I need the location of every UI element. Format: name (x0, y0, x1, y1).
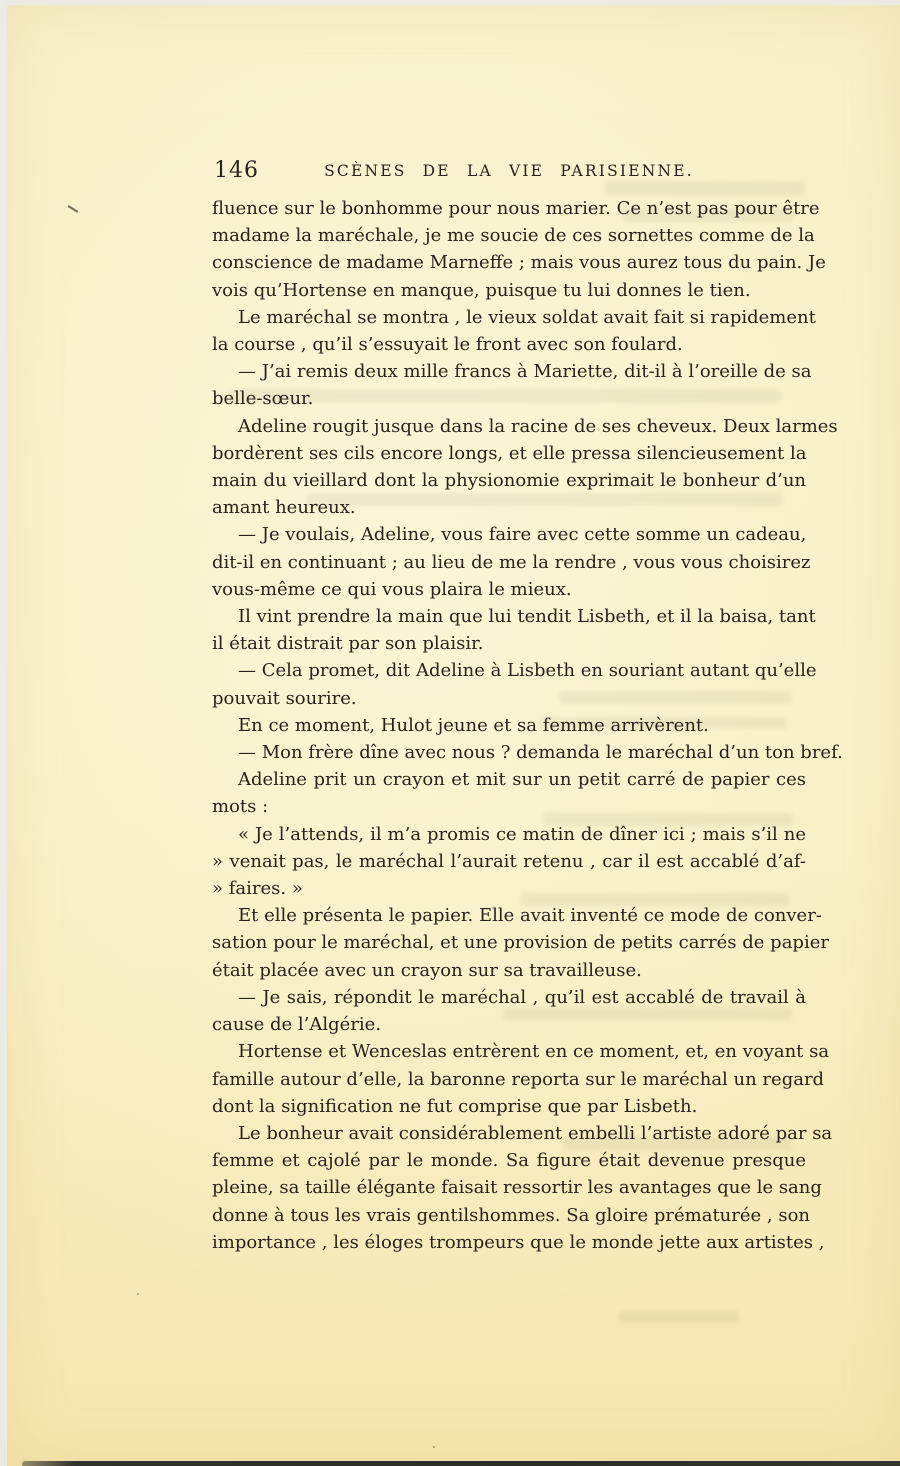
ink-scratch (67, 205, 78, 213)
text-line: « Je l’attends, il m’a promis ce matin de dîner ici ; mais s’il ne (238, 823, 806, 845)
text-line: — Cela promet, dit Adeline à Lisbeth en souriant autant qu’elle (238, 660, 817, 682)
text-line: — Mon frère dîne avec nous ? demanda le maréchal d’un ton bref. (238, 742, 843, 764)
text-line: il était distrait par son plaisir. (212, 633, 484, 655)
text-line: Il vint prendre la main que lui tendit Lisbeth, et il la baisa, tant (238, 606, 816, 628)
text-line: dont la signification ne fut comprise que par Lisbeth. (212, 1095, 698, 1117)
paragraph (212, 195, 826, 304)
paragraph (212, 521, 811, 603)
paragraph (212, 766, 806, 820)
paragraph (212, 1120, 833, 1256)
text-line: Adeline prit un crayon et mit sur un petit carré de papier ces (238, 769, 806, 791)
text-line: madame la maréchale, je me soucie de ces sornettes comme de la (212, 225, 815, 247)
text-line: mots : (212, 796, 269, 818)
text-line: » faires. » (212, 878, 303, 900)
paragraph (212, 657, 817, 711)
text-line: bordèrent ses cils encore longs, et elle pressa silencieusement la (212, 442, 807, 464)
paragraph (212, 304, 816, 358)
scan-edge-bottom (22, 1461, 900, 1466)
text-line: — J’ai remis deux mille francs à Mariette, dit-il à l’oreille de sa (238, 361, 812, 383)
text-line: vois qu’Hortense en manque, puisque tu lui donnes le tien. (212, 279, 751, 301)
text-line: femme et cajolé par le monde. Sa figure était devenue presque (212, 1150, 806, 1172)
text-line: pleine, sa taille élégante faisait ressortir les avantages que le sang (212, 1177, 822, 1199)
running-header: SCÈNES DE LA VIE PARISIENNE. (324, 162, 694, 180)
text-line: — Je sais, répondit le maréchal , qu’il est accablé de travail à (238, 986, 806, 1008)
text-line: sation pour le maréchal, et une provision de petits carrés de papier (212, 932, 829, 954)
text-line: fluence sur le bonhomme pour nous marier. Ce n’est pas pour être (212, 198, 820, 219)
text-line: belle-sœur. (212, 388, 314, 410)
text-line: » venait pas, le maréchal l’aurait retenu , car il est accablé d’af- (212, 850, 806, 872)
text-line: Hortense et Wenceslas entrèrent en ce moment, et, en voyant sa (238, 1041, 830, 1063)
paper-surface (7, 5, 900, 1466)
text-line: — Je voulais, Adeline, vous faire avec cette somme un cadeau, (238, 524, 807, 546)
ink-speck (433, 1446, 435, 1448)
text-line: conscience de madame Marneffe ; mais vous aurez tous du pain. Je (212, 252, 826, 274)
ink-speck (137, 1293, 139, 1295)
text-line: amant heureux. (212, 497, 356, 519)
text-line: était placée avec un crayon sur sa travailleuse. (212, 959, 642, 981)
paragraph (212, 603, 816, 657)
text-line: famille autour d’elle, la baronne reporta sur le maréchal un regard (212, 1068, 825, 1090)
paragraph (212, 902, 829, 984)
text-block (212, 195, 843, 1256)
text-line: pouvait sourire. (212, 687, 357, 709)
paragraph (212, 984, 806, 1038)
page-number: 146 (214, 158, 259, 183)
text-line: En ce moment, Hulot jeune et sa femme arrivèrent. (238, 714, 709, 736)
paragraph (212, 739, 843, 766)
paragraph (212, 712, 806, 739)
text-line: vous-même ce qui vous plaira le mieux. (212, 578, 572, 600)
text-line: importance , les éloges trompeurs que le monde jette aux artistes , (212, 1231, 825, 1253)
page-header (212, 158, 806, 184)
text-line: la course , qu’il s’essuyait le front avec son foulard. (212, 334, 683, 356)
paragraph (212, 821, 806, 903)
paragraph (212, 413, 838, 522)
page-content (212, 158, 843, 1256)
ghost-showthrough (619, 1311, 739, 1323)
text-line: donne à tous les vrais gentilshommes. Sa gloire prématurée , son (212, 1204, 811, 1226)
text-line: Et elle présenta le papier. Elle avait inventé ce mode de conver- (238, 905, 822, 927)
text-line: dit-il en continuant ; au lieu de me la rendre , vous vous choisirez (212, 551, 811, 573)
text-line: main du vieillard dont la physionomie exprimait le bonheur d’un (212, 470, 806, 492)
text-line: cause de l’Algérie. (212, 1014, 382, 1036)
text-line: Le bonheur avait considérablement embelli l’artiste adoré par sa (238, 1122, 833, 1144)
scan-edge-top (0, 0, 900, 5)
text-line: Adeline rougit jusque dans la racine de ses cheveux. Deux larmes (238, 415, 838, 437)
paragraph (212, 1038, 830, 1120)
paragraph (212, 358, 812, 412)
text-line: Le maréchal se montra , le vieux soldat avait fait si rapidement (238, 306, 816, 328)
